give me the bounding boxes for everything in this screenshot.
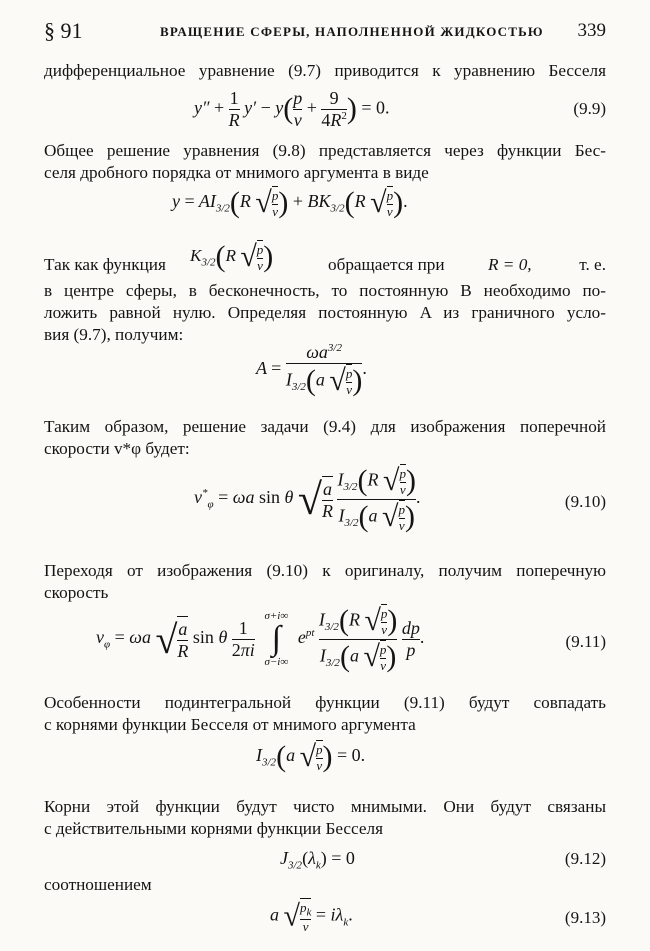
equation-body: $v_\varphi = \omega a$ √ $\frac{a}{R}$ sin θ $\frac{1}{2\pi i}$ σ+i∞ ∫ σ−i∞ $e^{pt}$ $I_{3/2}(R$ √ $\frac{p}{\nu}$ ) $I_{3/2}(a$ √ $\frac{p}{\nu}$ ) $\frac{dp}{p}$ .: [96, 604, 425, 673]
text-line: в центре сферы, в бесконечность, то постоянную B необходимо по-: [44, 281, 606, 300]
text-fragment: R = 0,: [488, 255, 532, 274]
text-line: Особенности подинтегральной функции (9.11) будут совпадать: [44, 693, 606, 712]
equation-9-13: [44, 898, 606, 940]
equation-constant-A: [44, 342, 606, 402]
paragraph-2: [44, 140, 606, 184]
paragraph-4: [44, 416, 606, 460]
equation-body: $y = AI_{3/2}(R$ √ $\frac{p}{\nu}$ ) + $BK_{3/2}(R$ √ $\frac{p}{\nu}$ ).: [172, 186, 408, 219]
text-line: вия (9.7), получим:: [44, 325, 184, 344]
text-fragment: Так как функция: [44, 255, 166, 274]
text-line: Переходя от изображения (9.10) к оригиналу, получим поперечную: [44, 561, 606, 580]
text-line: Таким образом, решение задачи (9.4) для изображения поперечной: [44, 417, 606, 436]
equation-number: (9.13): [564, 908, 606, 927]
equation-bessel-zero: [44, 740, 606, 788]
text-line: с действительными корнями функции Бесселя: [44, 819, 384, 838]
equation-body: $I_{3/2}(a$ √ $\frac{p}{\nu}$ ) = 0.: [256, 740, 366, 773]
paragraph-7: [44, 796, 606, 840]
equation-9-10: [44, 464, 606, 542]
text-line: дифференциальное уравнение (9.7) приводится к уравнению Бесселя: [44, 61, 606, 80]
equation-number: (9.10): [564, 492, 606, 511]
text-fragment: обращается при: [328, 255, 445, 274]
equation-9-11: [44, 604, 606, 684]
paragraph-1: [44, 60, 606, 82]
equation-9-12: [44, 848, 606, 872]
paragraph-3: [44, 280, 606, 346]
text-line: с корнями функции Бесселя от мнимого аргумента: [44, 715, 416, 734]
equation-body: $v^*_\varphi = \omega a$ sin θ √ $\frac{a}{R}$ $I_{3/2}(R$ √ $\frac{p}{\nu}$ ) $I_{3/2}(a$ √ $\frac{p}{\nu}$ ) .: [194, 464, 421, 533]
text-line: Общее решение уравнения (9.8) представляется через функции Бес-: [44, 141, 606, 160]
equation-body: A = $\omega a^{3/2}$ $I_{3/2}(a$ √ $\frac{p}{\nu}$ ) .: [256, 342, 367, 397]
paragraph-5: [44, 560, 606, 604]
text-line: скорость: [44, 583, 109, 602]
equation-number: (9.12): [564, 849, 606, 868]
equation-body: a √ $\frac{p_k}{\nu}$ = $i\lambda_k$.: [270, 899, 353, 935]
text-line: Корни этой функции будут чисто мнимыми. Они будут связаны: [44, 797, 606, 816]
section-mark: § 91: [44, 18, 83, 43]
equation-general-solution: [44, 186, 606, 232]
equation-9-9: [44, 88, 606, 130]
equation-body: y″ + $\frac{1}{R}$ y′ − y( $\frac{p}{\nu}$ + $\frac{9}{4R^2}$ ) = 0.: [194, 88, 390, 130]
text-line: скорости v*φ будет:: [44, 439, 190, 458]
paragraph-8: [44, 874, 606, 896]
equation-number: (9.11): [565, 632, 606, 651]
equation-body: $J_{3/2}(\lambda_k) = 0$: [280, 848, 355, 872]
text-line: ложить равной нулю. Определяя постоянную A из граничного усло-: [44, 303, 606, 322]
inline-formula: $K_{3/2}(R$ √ $\frac{p}{\nu}$ ): [190, 239, 274, 273]
paragraph-6: [44, 692, 606, 736]
running-title: ВРАЩЕНИЕ СФЕРЫ, НАПОЛНЕННОЙ ЖИДКОСТЬЮ: [160, 24, 544, 39]
page-number: 339: [577, 20, 606, 41]
text-line: соотношением: [44, 875, 152, 894]
text-fragment: т. е.: [579, 255, 606, 274]
equation-number: (9.9): [573, 99, 606, 118]
text-line: селя дробного порядка от мнимого аргумента в виде: [44, 163, 429, 182]
running-header: [44, 18, 606, 44]
paragraph-3-first-line: [44, 239, 606, 274]
